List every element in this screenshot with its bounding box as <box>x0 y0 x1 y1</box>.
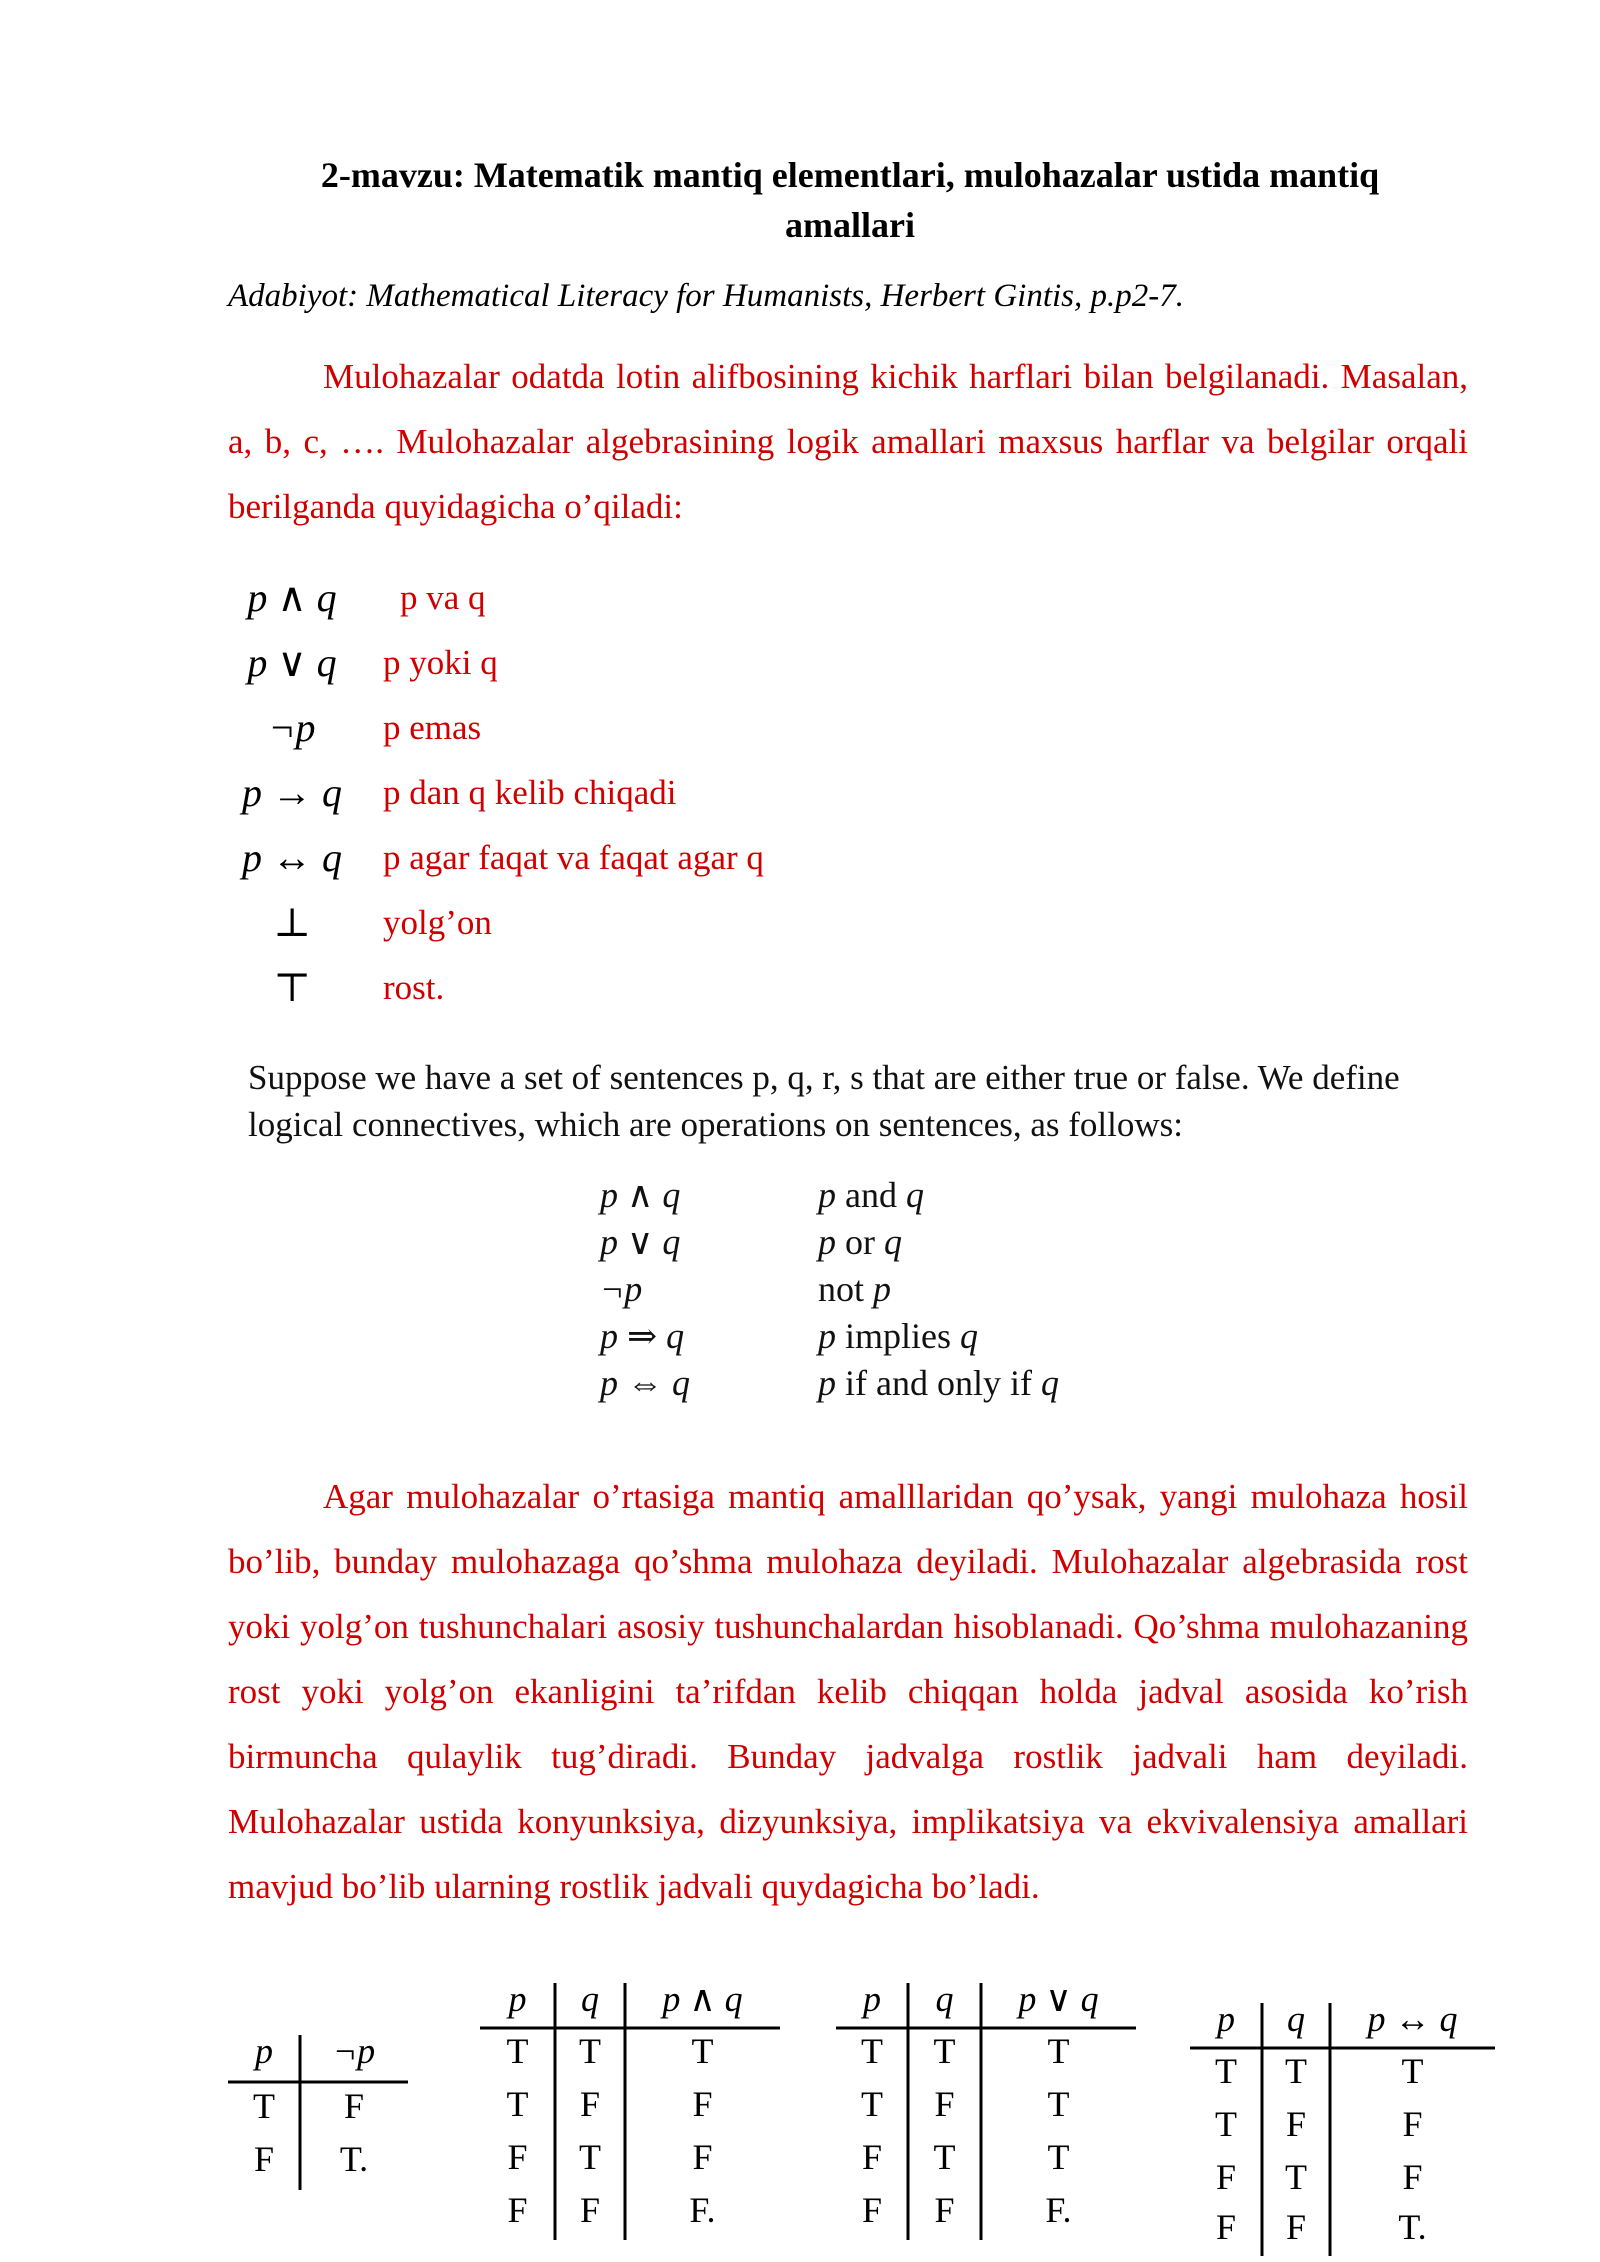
value-cell: T <box>691 2031 714 2071</box>
intro-paragraph <box>228 344 1468 539</box>
symbol-glyph: ¬p <box>268 705 316 750</box>
header-cell: q <box>1287 1999 1305 2039</box>
title-line-2: amallari <box>785 205 915 245</box>
negation-truth-table <box>228 2030 408 2190</box>
intro-paragraph-text: Mulohazalar odatda lotin alifbosining kichik harflari bilan belgilanadi. Masalan, a, b, c, …. Mulohazalar algebrasining logik amallari maxsus harflar va belgilar orqali berilganda quyidagicha o’qiladi: <box>228 357 1468 526</box>
value-cell: T <box>861 2084 883 2124</box>
header-cell: p ∧ q <box>662 1979 743 2019</box>
value-cell: T <box>506 2084 529 2124</box>
connective-meaning: p and q <box>818 1175 924 1215</box>
header-cell: q <box>935 1979 954 2019</box>
symbol-glyph: p ∨ q <box>247 640 337 685</box>
truth-table-paragraph <box>228 1464 1468 1919</box>
value-cell: T <box>506 2031 529 2071</box>
value-cell: F <box>1285 2207 1307 2247</box>
value-cell: F <box>1402 2104 1423 2144</box>
value-cell: F. <box>1045 2190 1072 2230</box>
symbol-reading: p dan q kelib chiqadi <box>383 773 677 812</box>
symbol-reading: yolg’on <box>383 903 492 942</box>
falsum-glyph: ⊥ <box>273 900 311 945</box>
value-cell: F <box>253 2139 275 2179</box>
value-cell: T <box>1285 2051 1307 2091</box>
page-title <box>230 150 1470 250</box>
verum-glyph: ⊤ <box>273 965 311 1010</box>
connective-symbol: ¬p <box>600 1269 643 1309</box>
value-cell: T <box>1215 2104 1237 2144</box>
value-cell: T. <box>1398 2207 1427 2247</box>
connective-symbol: p ⇔ q <box>600 1363 690 1403</box>
value-cell: F <box>507 2137 528 2177</box>
symbol-reading: p yoki q <box>383 643 498 682</box>
value-cell: T <box>1401 2051 1424 2091</box>
value-cell: F <box>861 2190 883 2230</box>
connective-symbol: p ⇒ q <box>600 1316 685 1356</box>
value-cell: T <box>579 2137 601 2177</box>
symbol-reading: p agar faqat va faqat agar q <box>383 838 764 877</box>
english-excerpt: Suppose we have a set of sentences p, q, r, s that are either true or false. We define logical connectives, which are operations on sentences, as follows: <box>248 1058 1400 1144</box>
value-cell: F <box>1285 2104 1307 2144</box>
value-cell: F <box>343 2086 365 2126</box>
value-cell: F. <box>689 2190 716 2230</box>
symbol-reading: rost. <box>383 968 445 1007</box>
value-cell: T <box>579 2031 601 2071</box>
value-cell: T <box>1047 2031 1070 2071</box>
connective-meaning: not p <box>818 1269 892 1309</box>
value-cell: T. <box>339 2139 369 2179</box>
value-cell: T <box>1215 2051 1237 2091</box>
header-cell: p <box>508 1979 527 2019</box>
connective-meaning: p if and only if q <box>818 1363 1059 1403</box>
symbol-glyph: p ∧ q <box>247 575 337 620</box>
value-cell: F <box>692 2084 713 2124</box>
symbol-reading: p emas <box>383 708 482 747</box>
value-cell: T <box>861 2031 883 2071</box>
value-cell: F <box>934 2190 955 2230</box>
conjunction-truth-table <box>480 1978 780 2243</box>
value-cell: F <box>1215 2207 1237 2247</box>
symbol-glyph: p ↔ q <box>242 835 342 880</box>
value-cell: T <box>1047 2137 1070 2177</box>
connective-meaning: p implies q <box>818 1316 978 1356</box>
value-cell: F <box>692 2137 713 2177</box>
header-cell: p <box>1217 1999 1235 2039</box>
value-cell: F <box>507 2190 528 2230</box>
connective-symbol: p ∧ q <box>600 1175 681 1215</box>
disjunction-truth-table <box>836 1978 1136 2243</box>
value-cell: F <box>579 2084 601 2124</box>
value-cell: T <box>933 2031 956 2071</box>
header-cell: p <box>863 1979 881 2019</box>
header-cell: p <box>255 2031 273 2071</box>
value-cell: T <box>933 2137 956 2177</box>
value-cell: T <box>1285 2157 1307 2197</box>
connective-meaning: p or q <box>818 1222 902 1262</box>
value-cell: F <box>934 2084 955 2124</box>
header-cell: p ∨ q <box>1018 1979 1099 2019</box>
value-cell: F <box>1215 2157 1237 2197</box>
value-cell: T <box>1047 2084 1070 2124</box>
symbol-reading: p va q <box>400 578 486 617</box>
header-cell: p ↔ q <box>1367 1999 1458 2039</box>
symbol-glyph: p → q <box>242 770 342 815</box>
equivalence-truth-table <box>1190 1998 1495 2260</box>
header-cell: q <box>581 1979 599 2019</box>
truth-table-paragraph-text: Agar mulohazalar o’rtasiga mantiq amalllaridan qo’ysak, yangi mulohaza hosil bo’lib, bunday mulohazaga qo’shma mulohaza deyiladi. Mulohazalar algebrasida rost yoki yolg’on tushunchalari asosiy tushunchalardan hisoblanadi. Qo’shma mulohazaning rost yoki yolg’on ekanligini ta’rifdan kelib chiqqan holda jadval asosida ko’rish birmuncha qulaylik tug’diradi. Bunday jadvalga rostlik jadvali ham deyiladi. Mulohazalar ustida konyunksiya, dizyunksiya, implikatsiya va ekvivalensiya amallari mavjud bo’lib ularning rostlik jadvali quydagicha bo’ladi. <box>228 1477 1468 1906</box>
connective-symbol: p ∨ q <box>600 1222 681 1262</box>
value-cell: T <box>253 2086 275 2126</box>
value-cell: F <box>861 2137 883 2177</box>
value-cell: F <box>579 2190 601 2230</box>
title-line-1: 2-mavzu: Matematik mantiq elementlari, mulohazalar ustida mantiq <box>320 155 1380 195</box>
value-cell: F <box>1402 2157 1423 2197</box>
header-cell: ¬p <box>332 2031 376 2071</box>
literature-reference: Adabiyot: Mathematical Literacy for Humanists, Herbert Gintis, p.p2-7. <box>228 278 1184 314</box>
